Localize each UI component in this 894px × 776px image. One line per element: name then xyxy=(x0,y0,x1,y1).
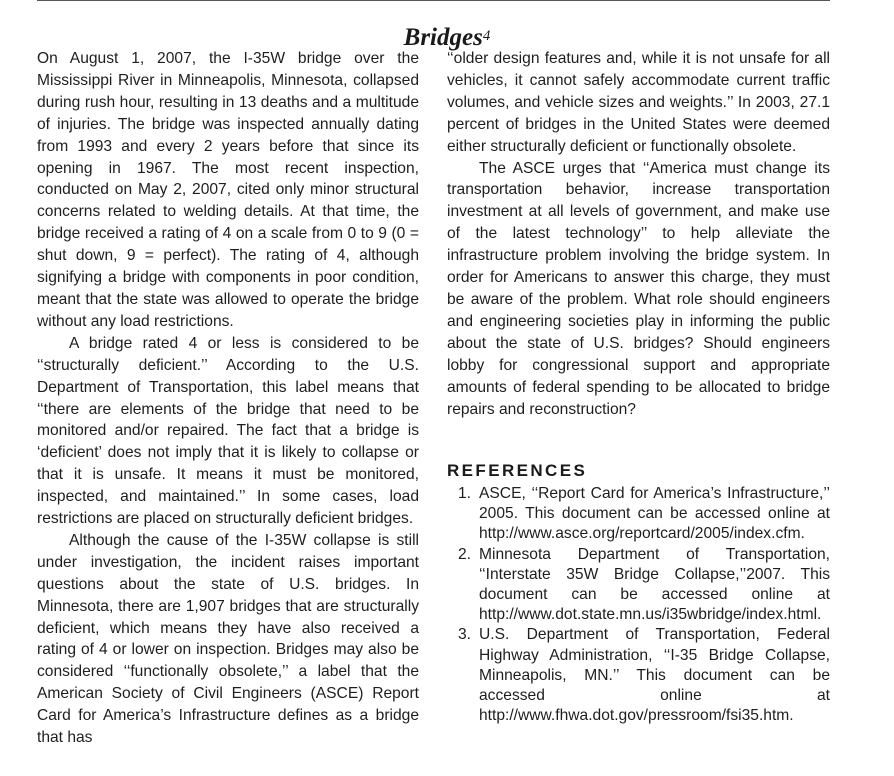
top-rule xyxy=(37,0,830,1)
reference-number: 2. xyxy=(458,545,472,563)
article-title-text: Bridges xyxy=(403,23,483,51)
reference-text: ASCE, ‘‘Report Card for America’s Infrastructure,’’ 2005. This document can be accessed online at http://www.asce.org/reportcard/2005/index.cfm. xyxy=(479,485,830,543)
references-heading: REFERENCES xyxy=(447,461,588,480)
left-column xyxy=(37,48,419,749)
references-list xyxy=(447,484,830,726)
paragraph: The ASCE urges that ‘‘America must change its transportation behavior, increase transportation investment at all levels of government, and make use of the latest technology’’ to help alleviate the infrastructure problem involving the bridge system. In order for Americans to answer this charge, they must be aware of the problem. What role should engineers and engineering societies play in informing the public about the state of U.S. bridges? Should engineers lobby for congressional support and appropriate amounts of federal spending to be allocated to bridge repairs and reconstruction? xyxy=(447,159,830,418)
reference-text: Minnesota Department of Transportation, ‘‘Interstate 35W Bridge Collapse,’’2007. This document can be accessed online at http://www.dot.state.mn.us/i35wbridge/index.html. xyxy=(479,545,830,624)
reference-number: 3. xyxy=(458,626,472,644)
right-column xyxy=(447,48,830,420)
paragraph: On August 1, 2007, the I-35W bridge over the Mississippi River in Minneapolis, Minnesota, collapsed during rush hour, resulting in 13 deaths and a multitude of injuries. The bridge was inspected annually dating from 1993 and every 2 years before that since its opening in 1967. The most recent inspection, conducted on May 2, 2007, cited only minor structural concerns related to welding details. At that time, the bridge received a rating of 4 on a scale from 0 to 9 (0 = shut down, 9 = perfect). The rating of 4, although signifying a bridge with components in poor condition, meant that the state was allowed to operate the bridge without any load restrictions. xyxy=(37,50,419,330)
reference-item xyxy=(447,484,830,545)
paragraph: Although the cause of the I-35W collapse is still under investigation, the incident raises important questions about the state of U.S. bridges. In Minnesota, there are 1,907 bridges that are structurally deficient, which means they have also received a rating of 4 or lower on inspection. Bridges may also be considered ‘‘functionally obsolete,’’ a label that the American Society of Civil Engineers (ASCE) Report Card for America’s Infrastructure defines as a bridge that has xyxy=(37,531,419,747)
footnote-marker: 4 xyxy=(482,27,491,44)
reference-item xyxy=(447,625,830,726)
paragraph: A bridge rated 4 or less is considered to be ‘‘structurally deficient.’’ According to the U.S. Department of Transportation, this label means that ‘‘there are elements of the bridge that need to be monitored and/or repaired. The fact that a bridge is ‘deficient’ does not imply that it is likely to collapse or that it is unsafe. It means it must be monitored, inspected, and maintained.’’ In some cases, load restrictions are placed on structurally deficient bridges. xyxy=(37,334,419,528)
reference-text: U.S. Department of Transportation, Federal Highway Administration, ‘‘I-35 Bridge Collapse, Minneapolis, MN.’’ This document can be accessed online at http://www.fhwa.dot.gov/pressroom/fsi35.htm. xyxy=(479,626,830,725)
reference-number: 1. xyxy=(458,485,472,502)
reference-item xyxy=(447,545,830,626)
paragraph: ‘‘older design features and, while it is not unsafe for all vehicles, it cannot safely accommodate current traffic volumes, and vehicle sizes and weights.’’ In 2003, 27.1 percent of bridges in the United States were deemed either structurally deficient or functionally obsolete. xyxy=(447,50,830,155)
